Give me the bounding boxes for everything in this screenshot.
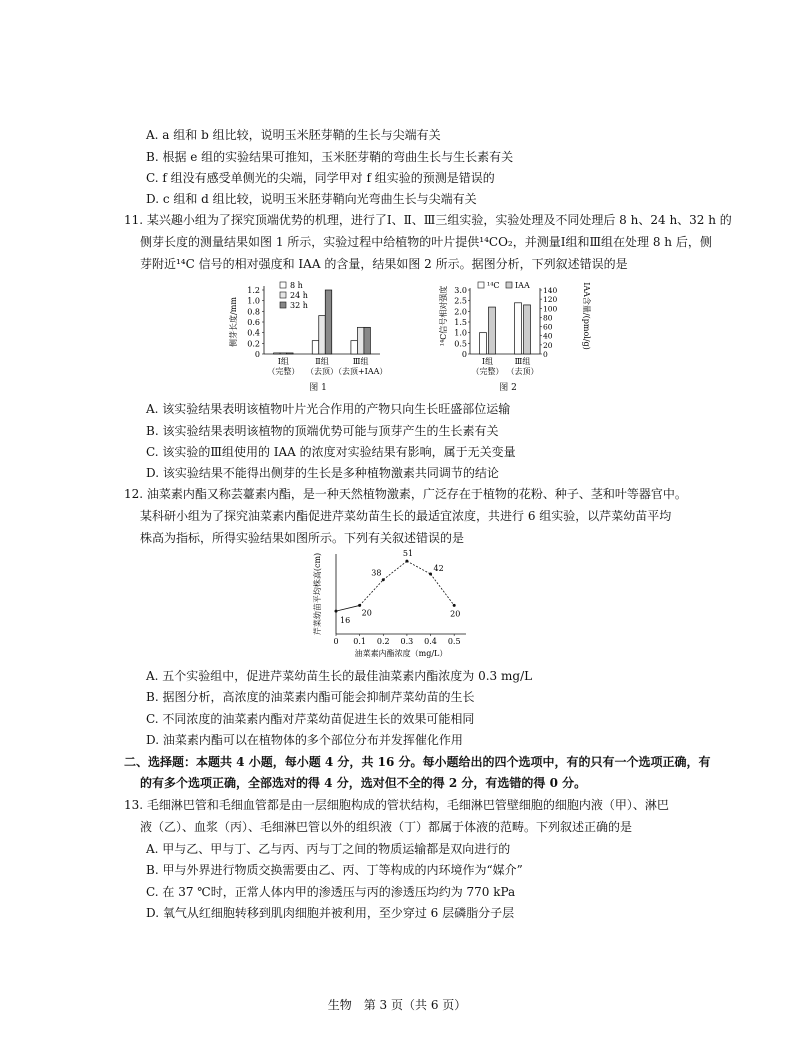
page-footer: 生物 第 3 页（共 6 页）	[327, 998, 467, 1012]
q10-option-b: B. 根据 e 组的实验结果可推知，玉米胚芽鞘的弯曲生长与生长素有关	[146, 150, 514, 164]
line-chart-point	[382, 578, 385, 581]
q12-stem-line-2: 某科研小组为了探究油菜素内酯促进芹菜幼苗生长的最适宜浓度，共进行 6 组实验，以芹菜幼苗平均	[140, 509, 672, 523]
figure-1-caption: 图 1	[309, 383, 327, 393]
line-chart-data-label: 20	[450, 609, 461, 619]
line-chart-x-axis-label: 油菜素内酯浓度（mg/L）	[354, 649, 448, 658]
q11-stem-line-3: 芽附近¹⁴C 信号的相对强度和 IAA 的含量，结果如图 2 所示。据图分析，下列叙述错误的是	[140, 257, 628, 271]
fig1-y-tick-label: 1.0	[247, 296, 260, 306]
fig1-x-tick-label: （去顶+IAA）	[333, 367, 388, 376]
figure-2-caption: 图 2	[499, 383, 517, 393]
fig1-bar-32h	[364, 327, 371, 354]
fig2-x-tick-label: （去顶）	[506, 367, 539, 376]
figure-1-chart	[228, 278, 400, 382]
line-chart-point	[405, 560, 408, 563]
fig2-y2-tick-label: 0	[543, 350, 548, 359]
fig1-y-tick-label: 0.6	[247, 318, 260, 327]
line-chart-point	[429, 573, 432, 576]
line-chart-x-tick-label: 0.2	[376, 637, 390, 646]
line-chart-point	[335, 610, 338, 613]
fig2-y2-axis-label: IAA含量/(pmol/g)	[582, 282, 591, 350]
fig2-y2-tick-label: 120	[543, 295, 558, 305]
fig2-bar-iaa	[489, 307, 496, 354]
fig1-bar-32h	[287, 353, 293, 354]
q13-option-c: C. 在 37 ℃时，正常人体内甲的渗透压与丙的渗透压均约为 770 kPa	[146, 885, 516, 899]
section-2-header-line-1: 二、选择题：本题共 4 小题，每小题 4 分，共 16 分。每小题给出的四个选项中，有的只有一个选项正确，有	[124, 755, 711, 769]
q11-stem-line-1: 11. 某兴趣小组为了探究顶端优势的机理，进行了Ⅰ、Ⅱ、Ⅲ三组实验，实验处理及不同处理后 8 h、24 h、32 h 的	[124, 213, 732, 227]
q13-stem-line-2: 液（乙）、血浆（丙）、毛细淋巴管以外的组织液（丁）都属于体液的范畴。下列叙述正确的是	[140, 820, 633, 834]
fig2-legend-swatch	[478, 282, 484, 288]
fig1-x-tick-label: Ⅲ组	[352, 357, 369, 366]
fig1-bar-24h	[357, 327, 364, 354]
fig1-x-tick-label: （完整）	[267, 367, 300, 376]
fig1-bar-8h	[312, 341, 319, 354]
line-chart-x-tick-label: 0.4	[424, 637, 437, 646]
fig2-x-tick-label: Ⅰ组	[481, 357, 494, 366]
figure-2-chart	[440, 278, 590, 382]
fig2-y-tick-label: 3.0	[454, 286, 467, 295]
fig2-y-tick-label: 0	[461, 350, 467, 359]
fig2-y-tick-label: 1.0	[454, 328, 467, 338]
fig2-y2-tick-label: 40	[543, 331, 553, 341]
q12-stem-line-3: 株高为指标，所得实验结果如图所示。下列有关叙述错误的是	[140, 531, 465, 545]
fig1-y-tick-label: 0.8	[247, 307, 260, 317]
fig2-y-tick-label: 0.5	[454, 339, 467, 349]
fig2-x-tick-label: （完整）	[471, 367, 504, 376]
q10-option-d: D. c 组和 d 组比较，说明玉米胚芽鞘向光弯曲生长与尖端有关	[146, 192, 477, 206]
q12-option-b: B. 据图分析，高浓度的油菜素内酯可能会抑制芹菜幼苗的生长	[146, 690, 475, 704]
q11-option-c: C. 该实验的Ⅲ组使用的 IAA 的浓度对实验结果有影响，属于无关变量	[146, 445, 516, 459]
fig2-y2-tick-label: 20	[543, 340, 553, 350]
q12-option-c: C. 不同浓度的油菜素内酯对芹菜幼苗促进生长的效果可能相同	[146, 712, 475, 726]
fig1-legend-label: 8 h	[290, 281, 303, 290]
fig1-y-axis-label: 侧芽长度/mm	[229, 297, 238, 347]
line-chart-point	[358, 604, 361, 607]
fig1-bar-32h	[325, 290, 332, 354]
q12-line-chart	[312, 548, 488, 664]
fig2-x-tick-label: Ⅲ组	[514, 357, 531, 366]
fig2-legend-label: IAA	[515, 281, 530, 290]
fig1-legend-swatch	[280, 282, 286, 288]
fig1-y-tick-label: 0	[254, 350, 260, 359]
line-chart-segment	[407, 561, 431, 574]
line-chart-y-axis-label: 芹菜幼苗平均株高(cm)	[313, 552, 322, 636]
fig2-y-tick-label: 2.5	[454, 296, 467, 306]
q12-option-d: D. 油菜素内酯可以在植物体的多个部位分布并发挥催化作用	[146, 733, 463, 747]
q11-option-b: B. 该实验结果表明该植物的顶端优势可能与顶芽产生的生长素有关	[146, 424, 499, 438]
fig1-bar-8h	[351, 341, 358, 354]
line-chart-x-tick-label: 0	[333, 637, 339, 646]
fig1-x-tick-label: Ⅱ组	[315, 357, 329, 366]
line-chart-data-label: 42	[433, 564, 444, 573]
fig1-y-tick-label: 0.2	[247, 339, 260, 349]
q13-option-b: B. 甲与外界进行物质交换需要由乙、丙、丁等构成的内环境作为“媒介”	[146, 863, 523, 877]
fig1-x-tick-label: Ⅰ组	[277, 357, 289, 366]
section-2-header-line-2: 的有多个选项正确，全部选对的得 4 分，选对但不全的得 2 分，有选错的得 0 分。	[140, 776, 587, 790]
fig1-bar-8h	[274, 353, 281, 354]
line-chart-segment	[431, 574, 455, 605]
fig1-bar-24h	[280, 353, 287, 354]
fig2-bar-c14	[515, 303, 522, 354]
fig1-y-tick-label: 0.4	[247, 328, 260, 338]
fig2-legend-label: ¹⁴C	[487, 281, 500, 290]
fig1-legend-label: 32 h	[290, 301, 308, 310]
q12-option-a: A. 五个实验组中，促进芹菜幼苗生长的最佳油菜素内酯浓度为 0.3 mg/L	[146, 669, 533, 683]
fig1-legend-swatch	[280, 292, 286, 298]
line-chart-x-tick-label: 0.3	[400, 637, 414, 646]
fig2-legend-swatch	[506, 282, 512, 288]
fig2-y-tick-label: 1.5	[454, 318, 467, 327]
line-chart-segment	[336, 605, 360, 611]
line-chart-data-label: 38	[371, 568, 382, 578]
line-chart-data-label: 20	[361, 608, 372, 618]
line-chart-point	[453, 604, 456, 607]
q10-option-a: A. a 组和 b 组比较，说明玉米胚芽鞘的生长与尖端有关	[146, 128, 441, 142]
line-chart-segment	[360, 580, 384, 606]
line-chart-data-label: 51	[402, 549, 414, 559]
q11-option-a: A. 该实验结果表明该植物叶片光合作用的产物只向生长旺盛部位运输	[146, 402, 511, 416]
q10-option-c: C. f 组没有感受单侧光的尖端，同学甲对 f 组实验的预测是错误的	[146, 171, 495, 185]
fig2-y2-tick-label: 100	[543, 304, 558, 314]
fig2-y-tick-label: 2.0	[454, 307, 467, 317]
fig1-legend-swatch	[280, 302, 286, 308]
fig2-y2-tick-label: 80	[543, 313, 553, 323]
line-chart-segment	[383, 561, 407, 580]
fig2-bar-c14	[480, 333, 487, 354]
q11-option-d: D. 该实验结果不能得出侧芽的生长是多种植物激素共同调节的结论	[146, 466, 499, 480]
fig1-y-tick-label: 1.2	[247, 286, 260, 295]
fig1-legend-label: 24 h	[290, 291, 308, 300]
q13-option-d: D. 氧气从红细胞转移到肌肉细胞并被利用，至少穿过 6 层磷脂分子层	[146, 906, 515, 920]
fig2-y-axis-label: ¹⁴C信号相对强度	[439, 285, 448, 347]
line-chart-x-tick-label: 0.5	[447, 637, 461, 646]
q13-stem-line-1: 13. 毛细淋巴管和毛细血管都是由一层细胞构成的管状结构，毛细淋巴管壁细胞的细胞内液（甲）、淋巴	[124, 798, 669, 812]
fig1-x-tick-label: （去顶）	[306, 367, 338, 376]
line-chart-data-label: 16	[340, 616, 351, 626]
fig2-y2-tick-label: 60	[543, 322, 553, 332]
line-chart-x-tick-label: 0.1	[353, 637, 367, 646]
fig1-bar-24h	[319, 316, 326, 354]
fig2-bar-iaa	[524, 305, 531, 354]
q13-option-a: A. 甲与乙、甲与丁、乙与丙、丙与丁之间的物质运输都是双向进行的	[146, 842, 511, 856]
q12-stem-line-1: 12. 油菜素内酯又称芸薹素内酯，是一种天然植物激素，广泛存在于植物的花粉、种子、茎和叶等器官中。	[124, 487, 687, 501]
fig2-y2-tick-label: 140	[543, 286, 558, 295]
q11-stem-line-2: 侧芽长度的测量结果如图 1 所示，实验过程中给植物的叶片提供¹⁴CO₂，并测量Ⅰ组和Ⅲ组在处理 8 h 后，侧	[140, 235, 712, 249]
